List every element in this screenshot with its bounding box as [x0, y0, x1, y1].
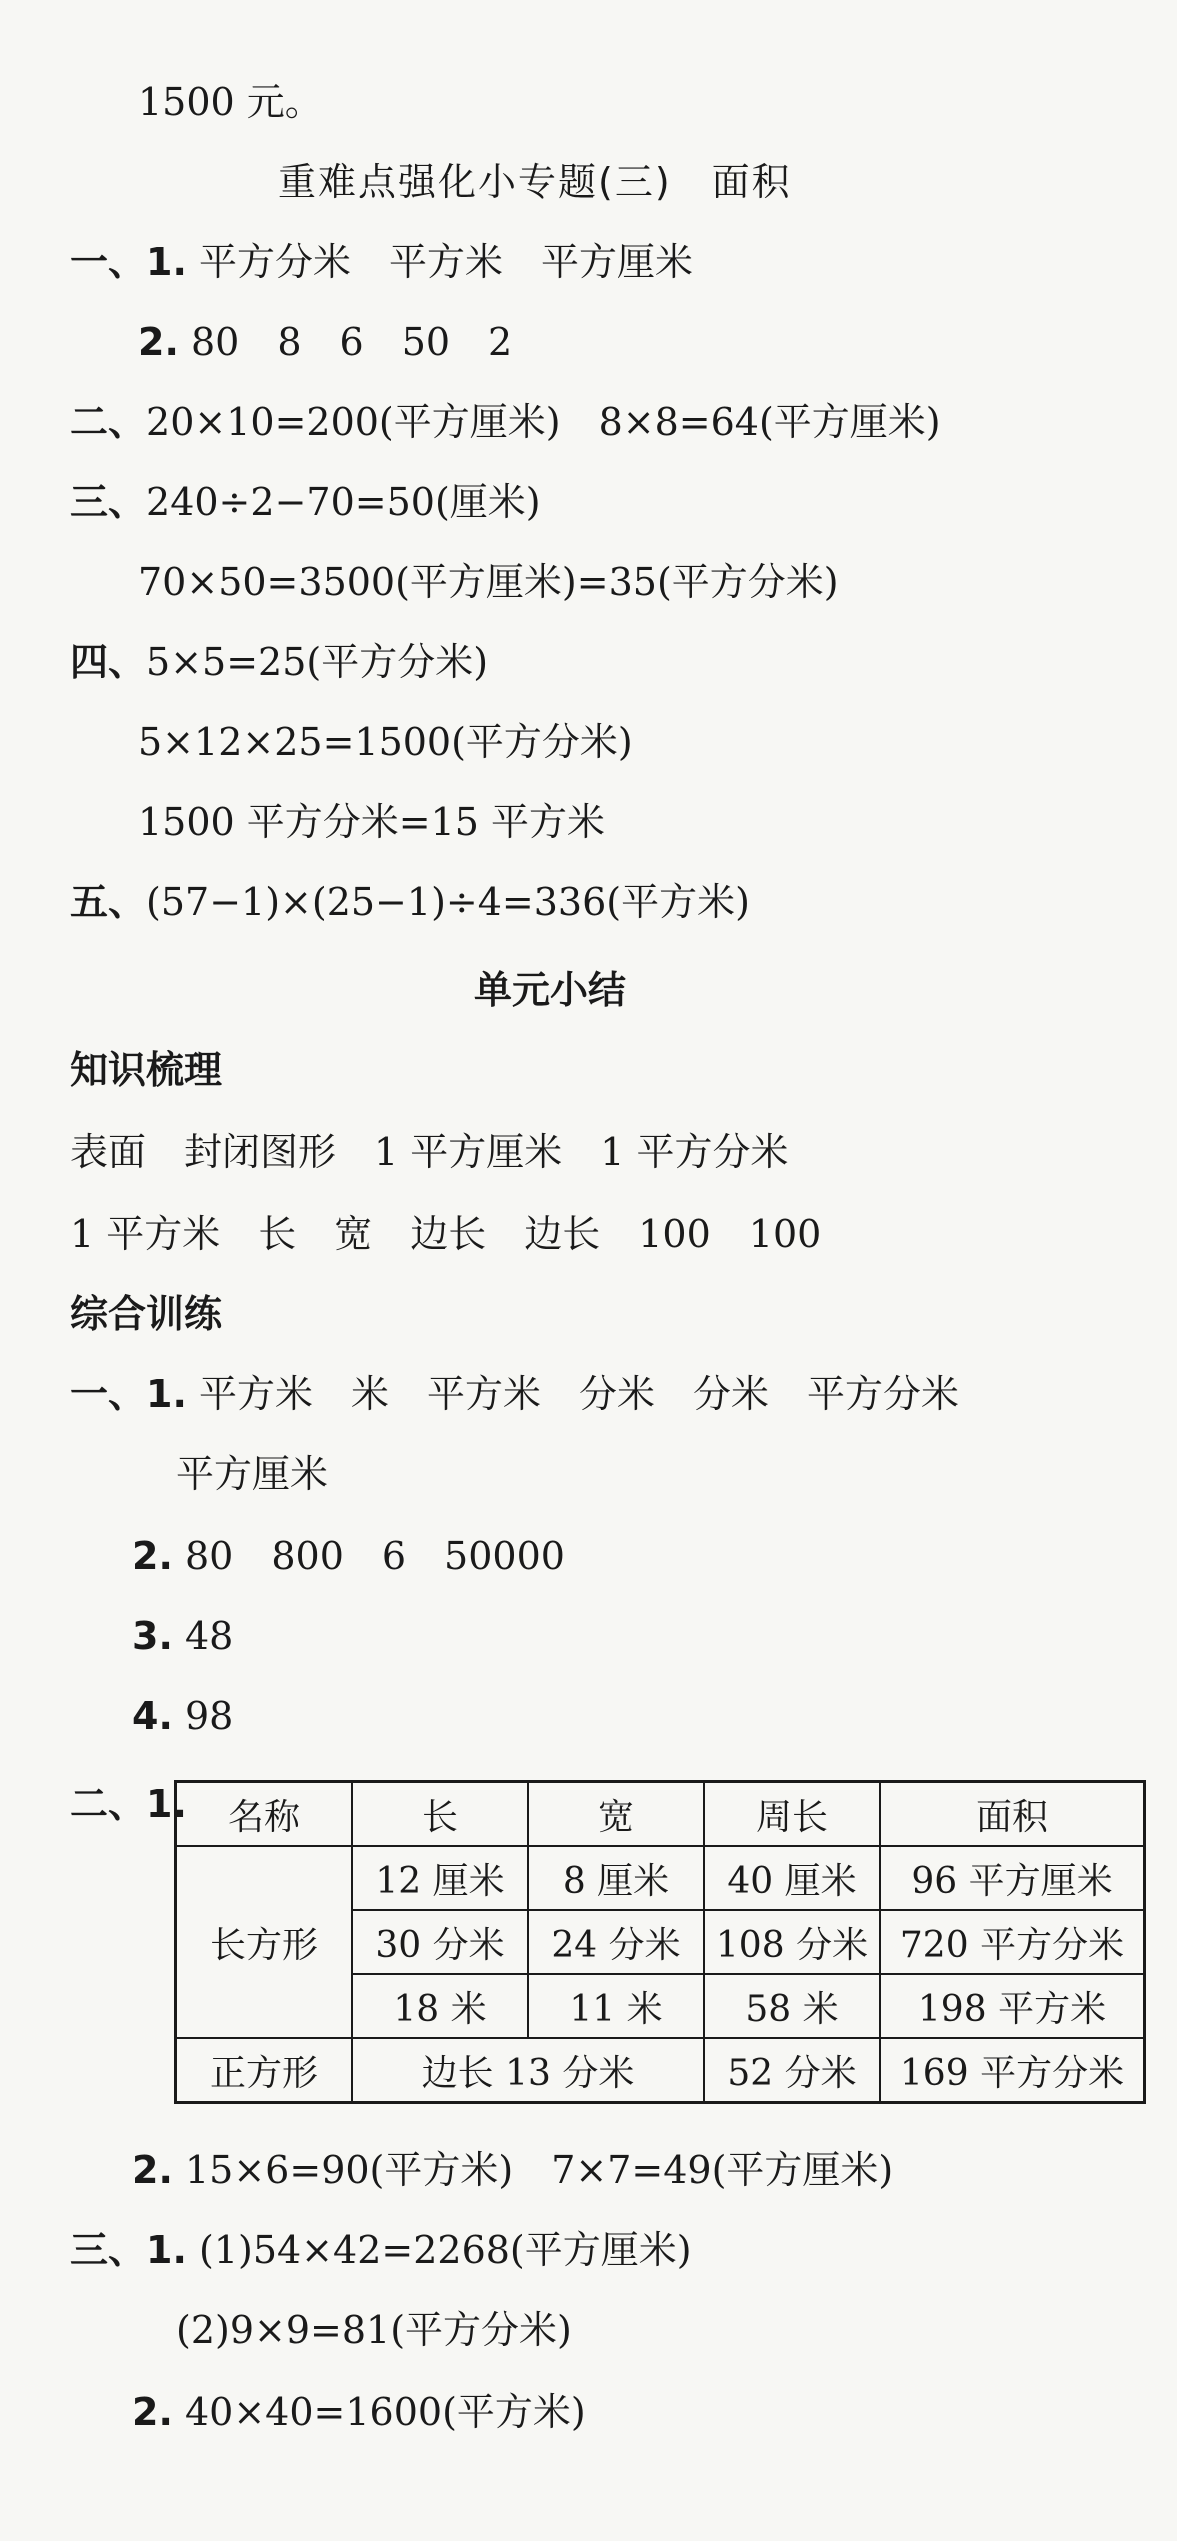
header-width: 宽	[528, 1782, 704, 1847]
practice-1-row-2	[132, 1528, 565, 1584]
answer-text: 平方分米 平方米 平方厘米	[199, 240, 694, 284]
question-number: 1.	[146, 2228, 187, 2272]
square-perimeter: 52 分米	[704, 2038, 880, 2103]
cell-perimeter: 108 分米	[704, 1910, 880, 1974]
cell-area: 720 平方分米	[880, 1910, 1145, 1974]
answer-text: (57−1)×(25−1)÷4=336(平方米)	[146, 880, 750, 924]
question-number: 3.	[132, 1614, 173, 1658]
unit-summary-title: 单元小结	[474, 968, 627, 1012]
practice-1-row-1	[70, 1366, 959, 1422]
part-4-row-2: 5×12×25=1500(平方分米)	[138, 720, 633, 764]
question-number: 1.	[146, 240, 187, 284]
answer-text: 80 800 6 50000	[184, 1534, 565, 1578]
practice-2-row-2	[132, 2142, 893, 2198]
part-label: 三、	[70, 480, 147, 524]
question-number: 1.	[146, 1782, 187, 1826]
part-2-row	[70, 394, 941, 450]
answer-text: (1)54×42=2268(平方厘米)	[199, 2228, 692, 2272]
area-table	[174, 1780, 1146, 2104]
answer-text: 48	[184, 1614, 234, 1658]
header-length: 长	[352, 1782, 528, 1847]
cell-length: 18 米	[352, 1974, 528, 2038]
question-number: 2.	[138, 320, 179, 364]
part-label: 二、	[70, 400, 147, 444]
table-row	[176, 2038, 1145, 2103]
cell-width: 11 米	[528, 1974, 704, 2038]
practice-3-row-1b: (2)9×9=81(平方分米)	[176, 2308, 572, 2352]
cell-width: 24 分米	[528, 1910, 704, 1974]
rectangle-label: 长方形	[176, 1846, 353, 2038]
table-header-row	[176, 1782, 1145, 1847]
section-practice: 综合训练	[70, 1292, 223, 1336]
part-label: 二、	[70, 1782, 147, 1826]
cell-length: 12 厘米	[352, 1846, 528, 1910]
header-name: 名称	[176, 1782, 353, 1847]
answer-text: 240÷2−70=50(厘米)	[146, 480, 541, 524]
question-number: 4.	[132, 1694, 173, 1738]
part-4-row-3: 1500 平方分米=15 平方米	[138, 800, 606, 844]
square-label: 正方形	[176, 2038, 353, 2103]
cell-perimeter: 40 厘米	[704, 1846, 880, 1910]
continued-answer: 1500 元。	[138, 80, 323, 124]
part-3-row-2: 70×50=3500(平方厘米)=35(平方分米)	[138, 560, 839, 604]
question-number: 2.	[132, 2390, 173, 2434]
square-area: 169 平方分米	[880, 2038, 1145, 2103]
section-knowledge: 知识梳理	[70, 1048, 223, 1092]
part-label: 五、	[70, 880, 147, 924]
answer-text: 20×10=200(平方厘米) 8×8=64(平方厘米)	[146, 400, 941, 444]
practice-1-row-4	[132, 1688, 233, 1744]
header-perimeter: 周长	[704, 1782, 880, 1847]
part-4-row-1	[70, 634, 488, 690]
header-area: 面积	[880, 1782, 1145, 1847]
knowledge-row-1: 表面 封闭图形 1 平方厘米 1 平方分米	[70, 1130, 789, 1174]
part-label: 三、	[70, 2228, 147, 2272]
practice-2-label	[70, 1776, 187, 1832]
answer-text: 5×5=25(平方分米)	[146, 640, 489, 684]
practice-1-row-3	[132, 1608, 233, 1664]
answer-text: 40×40=1600(平方米)	[184, 2390, 586, 2434]
practice-1-row-1b: 平方厘米	[176, 1452, 329, 1496]
part-5-row	[70, 874, 750, 930]
answer-text: 98	[184, 1694, 234, 1738]
table-row	[176, 1846, 1145, 1910]
cell-length: 30 分米	[352, 1910, 528, 1974]
part-1-row-1	[70, 234, 693, 290]
answer-text: 15×6=90(平方米) 7×7=49(平方厘米)	[184, 2148, 894, 2192]
part-label: 四、	[70, 640, 147, 684]
part-label: 一、	[70, 240, 147, 284]
part-label: 一、	[70, 1372, 147, 1416]
question-number: 1.	[146, 1372, 187, 1416]
cell-width: 8 厘米	[528, 1846, 704, 1910]
cell-area: 96 平方厘米	[880, 1846, 1145, 1910]
knowledge-row-2: 1 平方米 长 宽 边长 边长 100 100	[70, 1212, 822, 1256]
square-side: 边长 13 分米	[352, 2038, 704, 2103]
question-number: 2.	[132, 2148, 173, 2192]
topic-title: 重难点强化小专题(三) 面积	[278, 160, 792, 204]
answer-text: 平方米 米 平方米 分米 分米 平方分米	[199, 1372, 960, 1416]
practice-3-row-1	[70, 2222, 692, 2278]
cell-perimeter: 58 米	[704, 1974, 880, 2038]
practice-3-row-2	[132, 2384, 586, 2440]
cell-area: 198 平方米	[880, 1974, 1145, 2038]
answer-text: 80 8 6 50 2	[190, 320, 513, 364]
part-1-row-2	[138, 314, 512, 370]
question-number: 2.	[132, 1534, 173, 1578]
part-3-row-1	[70, 474, 541, 530]
